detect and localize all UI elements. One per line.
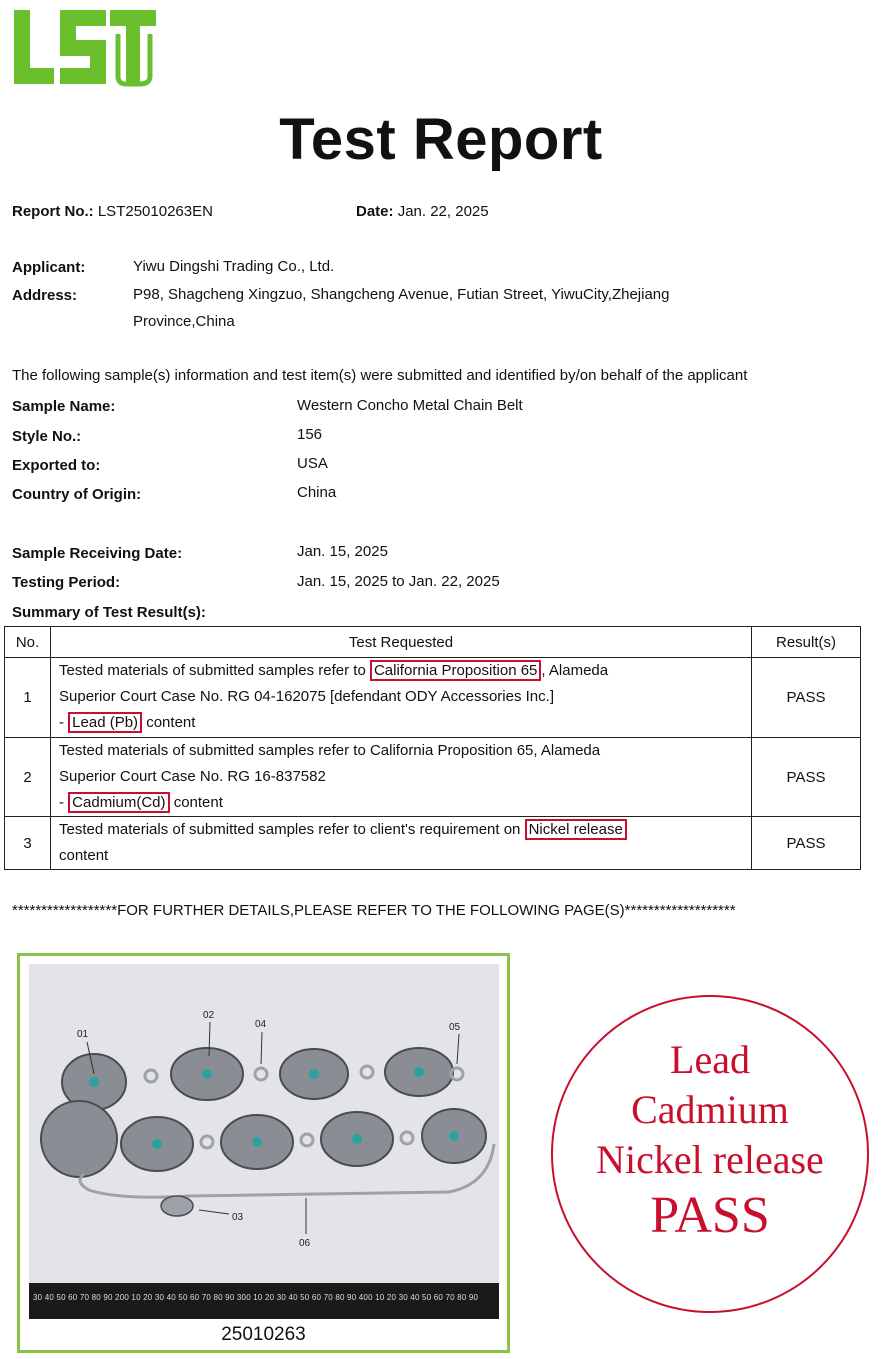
highlight-cadmium: Cadmium(Cd) xyxy=(68,792,169,813)
photo-label-02: 02 xyxy=(203,1010,215,1021)
stamp-line-cadmium: Cadmium xyxy=(631,1087,789,1132)
table-row xyxy=(5,817,861,870)
table-row xyxy=(5,658,861,738)
results-table xyxy=(4,626,861,870)
col-header-no: No. xyxy=(5,627,51,658)
row-no: 2 xyxy=(5,738,51,817)
sample-photo xyxy=(29,964,499,1319)
stamp-line-nickel: Nickel release xyxy=(596,1137,824,1182)
pass-stamp xyxy=(551,995,869,1313)
highlight-prop65: California Proposition 65 xyxy=(370,660,541,681)
report-date: Date: Jan. 22, 2025 xyxy=(356,203,489,220)
applicant-value: Yiwu Dingshi Trading Co., Ltd. xyxy=(133,258,335,275)
summary-label: Summary of Test Result(s): xyxy=(12,604,206,621)
sample-name-label: Sample Name: xyxy=(12,398,116,415)
further-details-note: ******************FOR FURTHER DETAILS,PLEASE REFER TO THE FOLLOWING PAGE(S)******************* xyxy=(12,902,736,919)
page-title: Test Report xyxy=(279,107,603,172)
photo-label-04: 04 xyxy=(255,1019,267,1030)
belt-illustration xyxy=(29,964,499,1284)
table-row xyxy=(5,738,861,817)
testing-period-label: Testing Period: xyxy=(12,574,121,591)
photo-label-05: 05 xyxy=(449,1022,461,1033)
testing-period-value: Jan. 15, 2025 to Jan. 22, 2025 xyxy=(297,573,500,590)
highlight-lead: Lead (Pb) xyxy=(68,712,142,733)
photo-label-06: 06 xyxy=(299,1238,311,1249)
report-number: Report No.: LST25010263EN xyxy=(12,203,213,220)
row-result: PASS xyxy=(752,817,861,870)
photo-label-03: 03 xyxy=(232,1212,244,1223)
row-result: PASS xyxy=(752,658,861,738)
address-line-2: Province,China xyxy=(133,313,235,330)
style-no-value: 156 xyxy=(297,426,323,443)
stamp-line-pass: PASS xyxy=(650,1187,770,1244)
ruler-scale: 30 40 50 60 70 80 90 200 10 20 30 40 50 60 70 80 90 300 10 20 30 40 50 60 70 80 90 400 10 20 30 40 50 60 70 80 90 xyxy=(33,1293,479,1302)
row-test: Tested materials of submitted samples refer to California Proposition 65 , Alameda Superior Court Case No. RG 04-162075 [defendant ODY Accessories Inc.] - Lead (Pb) content xyxy=(51,658,752,738)
row-no: 1 xyxy=(5,658,51,738)
sample-name-value: Western Concho Metal Chain Belt xyxy=(297,397,523,414)
col-header-test: Test Requested xyxy=(51,627,752,658)
receiving-date-label: Sample Receiving Date: xyxy=(12,545,183,562)
intro-text: The following sample(s) information and test item(s) were submitted and identified by/on behalf of the applicant xyxy=(12,367,748,384)
photo-label-01: 01 xyxy=(77,1029,89,1040)
table-header-row xyxy=(5,627,861,658)
origin-label: Country of Origin: xyxy=(12,486,142,503)
sample-photo-frame xyxy=(17,953,510,1353)
address-label: Address: xyxy=(12,287,78,304)
exported-label: Exported to: xyxy=(12,457,101,474)
origin-value: China xyxy=(297,484,337,501)
exported-value: USA xyxy=(297,455,328,472)
receiving-date-value: Jan. 15, 2025 xyxy=(297,543,388,560)
row-test: Tested materials of submitted samples refer to California Proposition 65, Alameda Superior Court Case No. RG 16-837582 - Cadmium(Cd) content xyxy=(51,738,752,817)
row-result: PASS xyxy=(752,738,861,817)
applicant-label: Applicant: xyxy=(12,259,86,276)
stamp-line-lead: Lead xyxy=(670,1037,750,1082)
style-no-label: Style No.: xyxy=(12,428,82,445)
highlight-nickel: Nickel release xyxy=(525,819,627,840)
row-test: Tested materials of submitted samples refer to client's requirement on Nickel release content xyxy=(51,817,752,870)
col-header-result: Result(s) xyxy=(752,627,861,658)
address-line-1: P98, Shagcheng Xingzuo, Shangcheng Avenue, Futian Street, YiwuCity,Zhejiang xyxy=(133,286,670,303)
row-no: 3 xyxy=(5,817,51,870)
measuring-ruler xyxy=(29,1283,499,1319)
company-logo xyxy=(10,4,160,88)
photo-caption: 25010263 xyxy=(221,1324,306,1345)
